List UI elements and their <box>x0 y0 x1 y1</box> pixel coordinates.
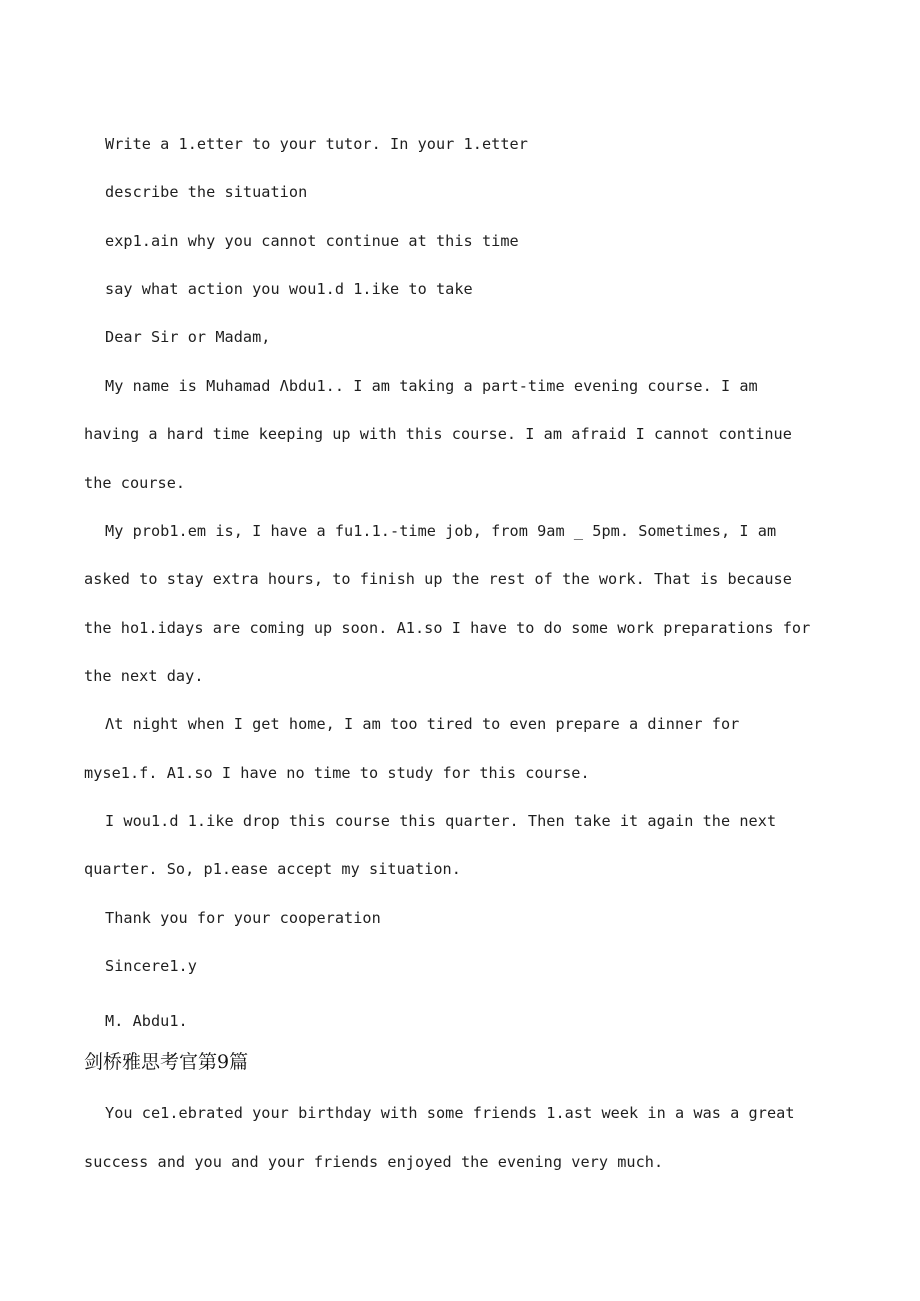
section-heading: 剑桥雅思考官第9篇 <box>84 1051 249 1073</box>
task-bullet-3: say what action you wou1.d 1.ike to take <box>105 280 473 298</box>
letter-greeting: Dear Sir or Madam, <box>105 328 271 346</box>
task-bullet-2: exp1.ain why you cannot continue at this time <box>105 232 519 250</box>
letter-closing: Sincere1.y <box>105 957 197 975</box>
paragraph-4-line-2: quarter. So, p1.ease accept my situation. <box>84 860 461 878</box>
paragraph-2-line-3: the ho1.idays are coming up soon. A1.so I have to do some work preparations for <box>84 619 811 637</box>
paragraph-2-line-2: asked to stay extra hours, to finish up the rest of the work. That is because <box>84 570 792 588</box>
task-bullet-1: describe the situation <box>105 183 308 201</box>
letter-thanks: Thank you for your cooperation <box>105 909 381 927</box>
paragraph-1-line-2: having a hard time keeping up with this course. I am afraid I cannot continue <box>84 425 792 443</box>
section-intro-line-2: success and you and your friends enjoyed the evening very much. <box>84 1153 664 1171</box>
paragraph-1-line-3: the course. <box>84 474 186 492</box>
paragraph-3-line-2: myse1.f. A1.so I have no time to study for this course. <box>84 764 590 782</box>
paragraph-3-line-1: Λt night when I get home, I am too tired to even prepare a dinner for <box>105 715 740 733</box>
paragraph-2-line-1: My prob1.em is, I have a fu1.1.-time job, from 9am _ 5pm. Sometimes, I am <box>105 522 777 540</box>
paragraph-1-line-1: My name is Muhamad Λbdu1.. I am taking a part-time evening course. I am <box>105 377 758 395</box>
paragraph-2-line-4: the next day. <box>84 667 204 685</box>
paragraph-4-line-1: I wou1.d 1.ike drop this course this quarter. Then take it again the next <box>105 812 777 830</box>
letter-signature: M. Abdu1. <box>105 1012 188 1030</box>
section-intro-line-1: You ce1.ebrated your birthday with some friends 1.ast week in a was a great <box>105 1104 795 1122</box>
task-instruction: Write a 1.etter to your tutor. In your 1.etter <box>105 135 528 153</box>
